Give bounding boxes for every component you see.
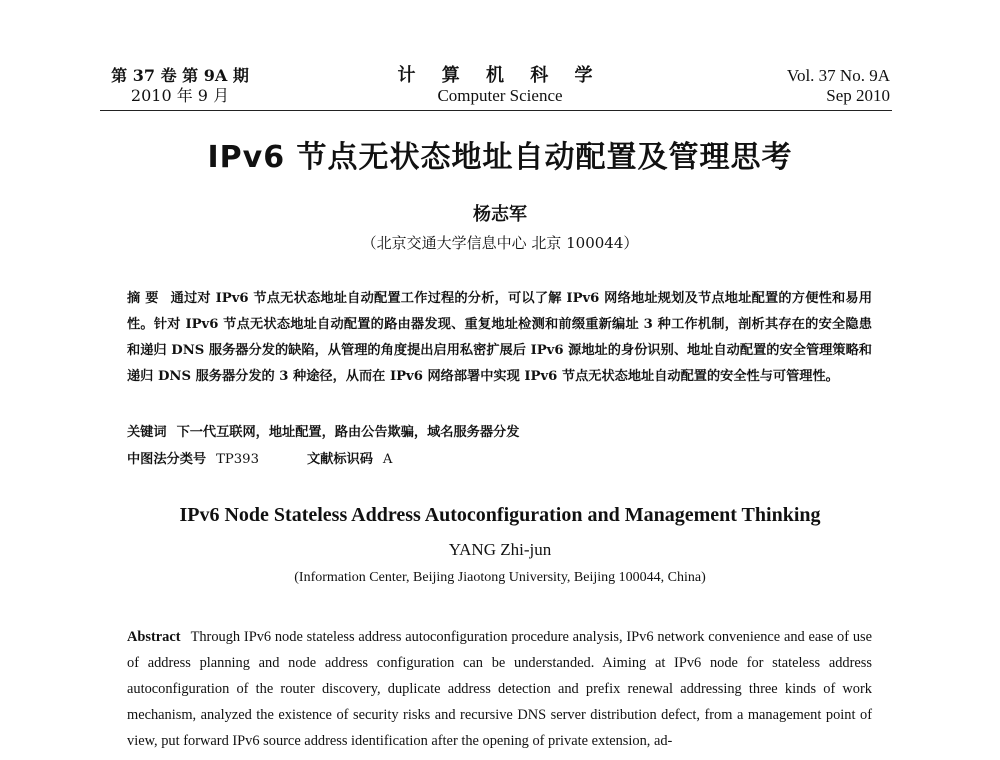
abstract-cn-text: 通过对 IPv6 节点无状态地址自动配置工作过程的分析，可以了解 IPv6 网络地址规划及节点地址配置的方便性和易用性。针对 IPv6 节点无状态地址自动配置的路由器发现、重复地址检测和前缀重新编址 3 种工作机制，剖析其存在的安全隐患和递归 DNS 服务器分发的缺陷，从管理的角度提出启用私密扩展后 IPv6 源地址的身份识别、地址自动配置的安全管理策略和递归 DNS 服务器分发的 3 种途径，从而在 IPv6 网络部署中实现 IPv6 节点无状态地址自动配置的安全性与可管理性。 <box>127 291 872 384</box>
journal-name-cn: 计 算 机 科 学 <box>397 65 603 86</box>
abstract-cn <box>127 286 872 390</box>
keywords-cn-label: 关键词 <box>127 425 167 440</box>
volume-issue-en: Vol. 37 No. 9A <box>786 66 890 85</box>
author-en: YANG Zhi-jun <box>448 540 552 559</box>
journal-header-center <box>380 66 620 106</box>
doc-code-value: A <box>382 452 393 467</box>
clc-label: 中图法分类号 <box>127 452 207 467</box>
issue-date-cn: 2010 年 9 月 <box>130 86 230 105</box>
journal-name-en: Computer Science <box>437 86 563 105</box>
paper-title-en: IPv6 Node Stateless Address Autoconfiguration and Management Thinking <box>179 504 821 526</box>
abstract-en-label: Abstract <box>127 629 181 645</box>
journal-header-right <box>690 66 890 106</box>
clc-value: TP393 <box>216 452 259 467</box>
abstract-en-text: Through IPv6 node stateless address autoconfiguration procedure analysis, IPv6 network convenience and ease of use of address planning and node address configuration can be understanded. Aiming at IPv6 node for stateless address autoconfiguration of the router discovery, duplicate address detection and prefix renewal addressing three kinds of work mechanism, analyzed the existence of security risks and recursive DNS server distribution defect, from a management point of view, put forward IPv6 source address identification after the opening of private extension, ad- <box>127 629 872 749</box>
journal-header-left <box>100 66 260 106</box>
header-rule <box>100 110 892 111</box>
affiliation-cn: （北京交通大学信息中心 北京 100044） <box>361 234 639 252</box>
volume-issue: 第 37 卷 第 9A 期 <box>111 66 249 85</box>
keywords-cn-text: 下一代互联网，地址配置，路由公告欺骗，域名服务器分发 <box>176 425 520 440</box>
paper-title-cn: IPv6 节点无状态地址自动配置及管理思考 <box>207 140 793 175</box>
classification-line <box>127 447 872 473</box>
abstract-en <box>127 624 872 754</box>
doc-code-label: 文献标识码 <box>306 452 373 467</box>
author-cn: 杨志军 <box>473 204 527 225</box>
abstract-cn-label: 摘 要 <box>127 291 159 306</box>
keywords-cn <box>127 420 872 446</box>
issue-date-en: Sep 2010 <box>826 86 890 105</box>
affiliation-en: (Information Center, Beijing Jiaotong University, Beijing 100044, China) <box>294 570 706 585</box>
